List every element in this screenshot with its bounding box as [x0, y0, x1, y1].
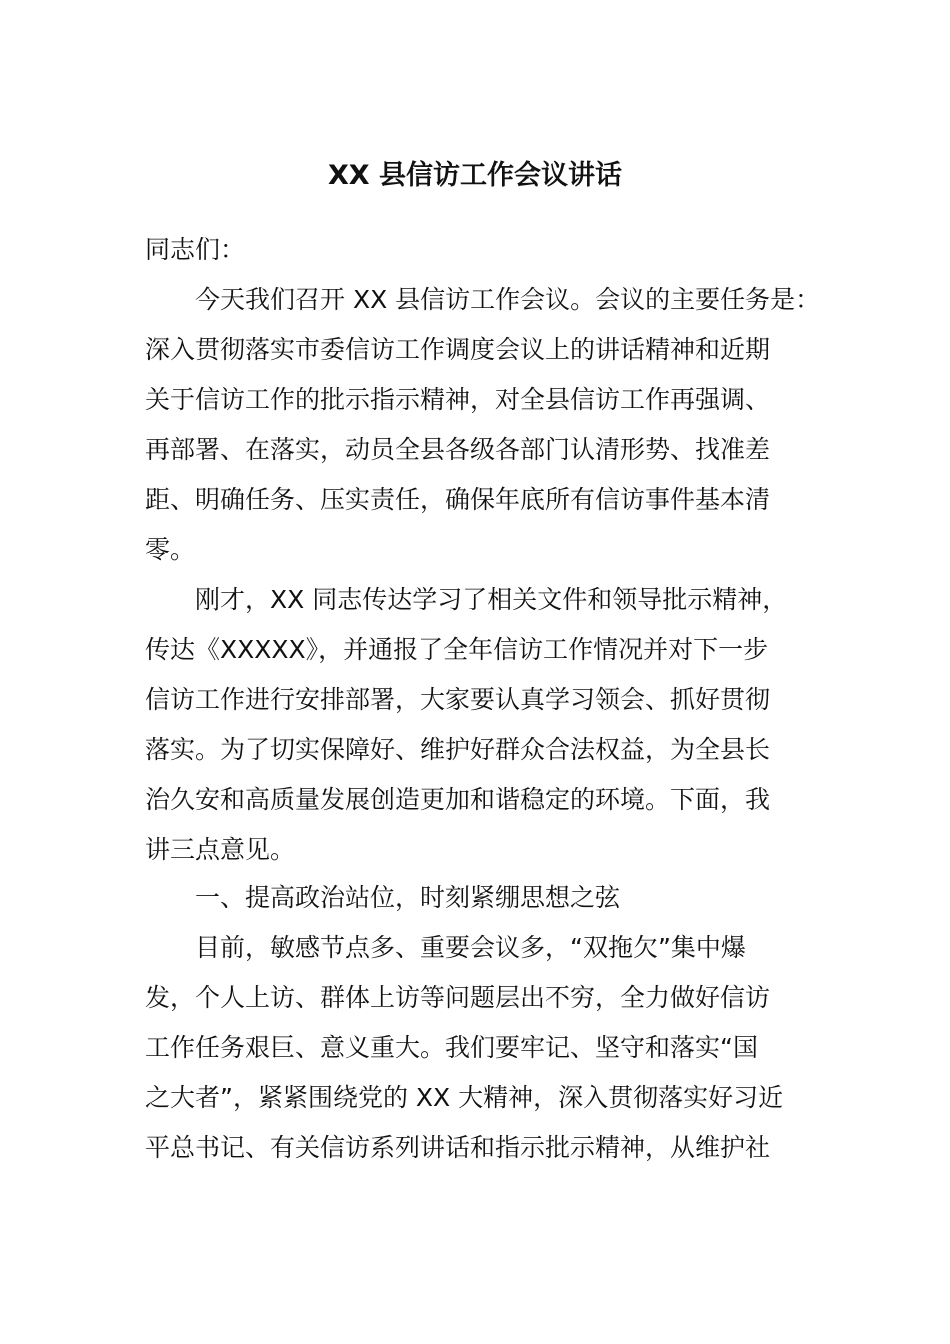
- body-line: 之大者”，紧紧围绕党的 XX 大精神，深入贯彻落实好习近: [145, 1083, 784, 1112]
- body-line: 治久安和高质量发展创造更加和谐稳定的环境。下面，我: [145, 785, 771, 814]
- body-line: 发，个人上访、群体上访等问题层出不穷，全力做好信访: [145, 983, 771, 1012]
- body-line: 刚才，XX 同志传达学习了相关文件和领导批示精神，: [195, 585, 788, 614]
- body-line: 再部署、在落实，动员全县各级各部门认清形势、找准差: [145, 435, 771, 464]
- body-line: 深入贯彻落实市委信访工作调度会议上的讲话精神和近期: [145, 335, 771, 364]
- section-heading: 一、提高政治站位，时刻紧绷思想之弦: [195, 883, 621, 912]
- body-line: 距、明确任务、压实责任，确保年底所有信访事件基本清: [145, 485, 771, 514]
- body-line: 零。: [145, 535, 196, 564]
- body-line: 传达《XXXXX》，并通报了全年信访工作情况并对下一步: [145, 635, 769, 664]
- body-line: 目前，敏感节点多、重要会议多，“双拖欠”集中爆: [195, 933, 746, 962]
- body-line: 讲三点意见。: [145, 835, 296, 864]
- salutation-line: 同志们：: [145, 235, 246, 264]
- body-line: 落实。为了切实保障好、维护好群众合法权益，为全县长: [145, 735, 771, 764]
- document-title: XX 县信访工作会议讲话: [327, 160, 623, 191]
- body-line: 工作任务艰巨、意义重大。我们要牢记、坚守和落实“国: [145, 1033, 758, 1062]
- body-line: 关于信访工作的批示指示精神，对全县信访工作再强调、: [145, 385, 771, 414]
- body-line: 今天我们召开 XX 县信访工作会议。会议的主要任务是：: [195, 285, 821, 314]
- body-line: 平总书记、有关信访系列讲话和指示批示精神，从维护社: [145, 1133, 771, 1162]
- body-line: 信访工作进行安排部署，大家要认真学习领会、抓好贯彻: [145, 685, 771, 714]
